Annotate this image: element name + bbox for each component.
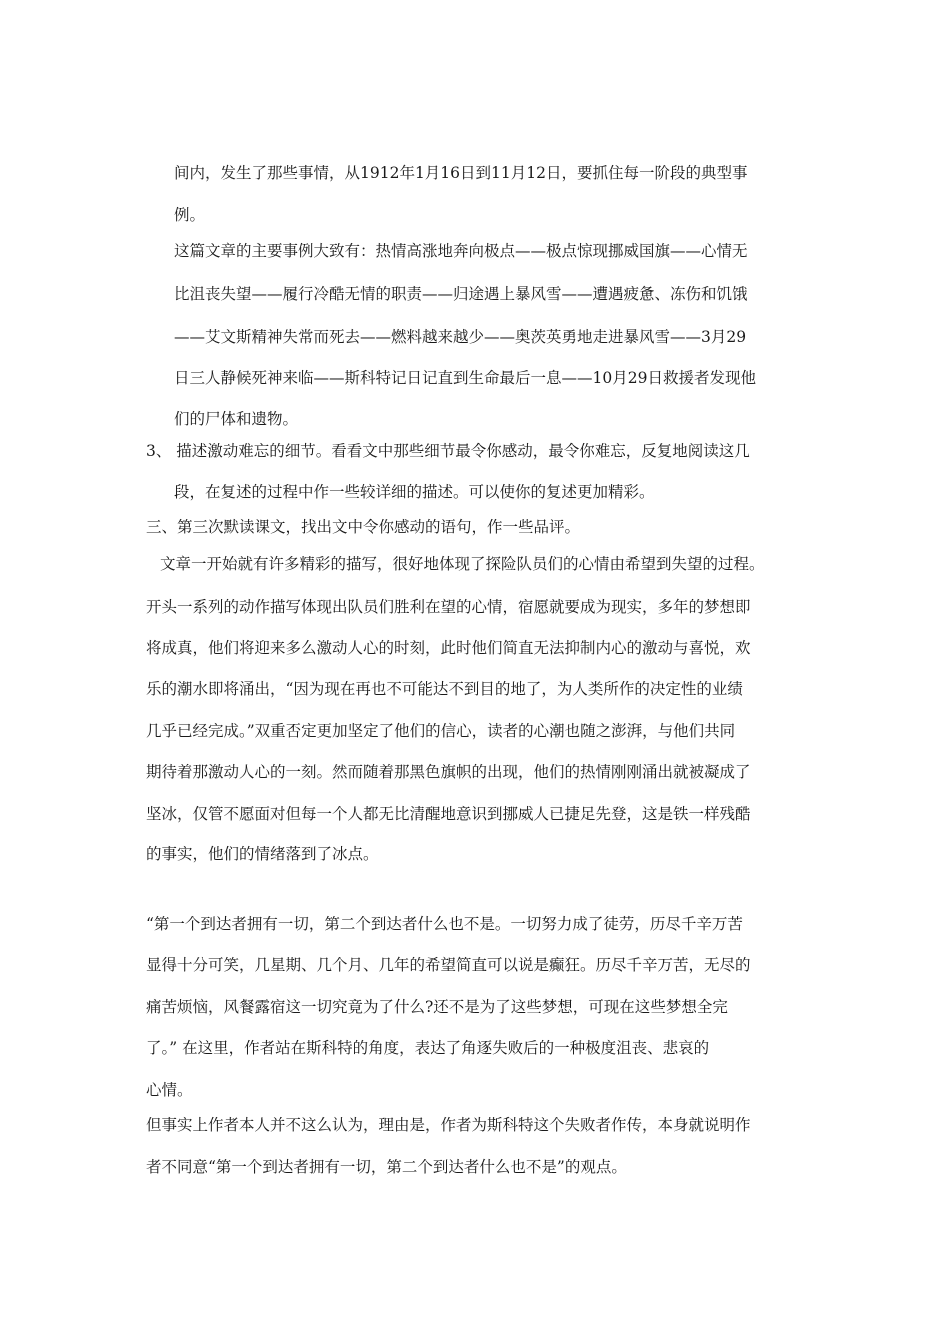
quote-line: 痛苦烦恼，风餐露宿这一切究竟为了什么?还不是为了这些梦想，可现在这些梦想全完 [146, 998, 728, 1016]
text-line: 日三人静候死神来临——斯科特记日记直到生命最后一息——10月29日救援者发现他 [174, 369, 756, 387]
text-line: ——艾文斯精神失常而死去——燃料越来越少——奥茨英勇地走进暴风雪——3月29 [174, 328, 747, 346]
paragraph-line: 乐的潮水即将涌出，“因为现在再也不可能达不到目的地了，为人类所作的决定性的业绩 [146, 680, 743, 698]
quote-line: 显得十分可笑，几星期、几个月、几年的希望简直可以说是癫狂。历尽千辛万苦，无尽的 [146, 956, 751, 974]
list-item-3: 3、 描述激动难忘的细节。看看文中那些细节最令你感动，最令你难忘，反复地阅读这几 [146, 442, 750, 460]
paragraph-line: 但事实上作者本人并不这么认为，理由是，作者为斯科特这个失败者作传，本身就说明作 [146, 1116, 751, 1134]
quote-line: 心情。 [146, 1081, 193, 1099]
section-heading: 三、第三次默读课文，找出文中令你感动的语句，作一些品评。 [146, 518, 581, 536]
quote-line: 了。” 在这里，作者站在斯科特的角度，表达了角逐失败后的一种极度沮丧、悲哀的 [146, 1039, 710, 1057]
text-line: 间内，发生了那些事情，从1912年1月16日到11月12日，要抓住每一阶段的典型事 [174, 164, 748, 182]
text-line: 例。 [174, 206, 206, 224]
paragraph-line: 坚冰，仅管不愿面对但每一个人都无比清醒地意识到挪威人已捷足先登，这是铁一样残酷 [146, 805, 751, 823]
text-line: 比沮丧失望——履行冷酷无情的职责——归途遇上暴风雪——遭遇疲惫、冻伤和饥饿 [174, 285, 748, 303]
paragraph-line: 文章一开始就有许多精彩的描写，很好地体现了探险队员们的心情由希望到失望的过程。 [160, 555, 765, 573]
paragraph-line: 的事实，他们的情绪落到了冰点。 [146, 845, 379, 863]
text-line: 这篇文章的主要事例大致有：热情高涨地奔向极点——极点惊现挪威国旗——心情无 [174, 242, 748, 260]
paragraph-line: 者不同意“第一个到达者拥有一切，第二个到达者什么也不是”的观点。 [146, 1158, 627, 1176]
text-line: 们的尸体和遗物。 [174, 410, 299, 428]
paragraph-line: 期待着那激动人心的一刻。然而随着那黑色旗帜的出现，他们的热情刚刚涌出就被凝成了 [146, 763, 751, 781]
quote-line: “第一个到达者拥有一切，第二个到达者什么也不是。一切努力成了徒劳，历尽千辛万苦 [146, 915, 743, 933]
paragraph-line: 几乎已经完成。”双重否定更加坚定了他们的信心，读者的心潮也随之澎湃，与他们共同 [146, 722, 736, 740]
text-line: 段，在复述的过程中作一些较详细的描述。可以使你的复述更加精彩。 [174, 483, 655, 501]
paragraph-line: 将成真，他们将迎来多么激动人心的时刻，此时他们简直无法抑制内心的激动与喜悦，欢 [146, 639, 751, 657]
paragraph-line: 开头一系列的动作描写体现出队员们胜利在望的心情，宿愿就要成为现实，多年的梦想即 [146, 598, 751, 616]
